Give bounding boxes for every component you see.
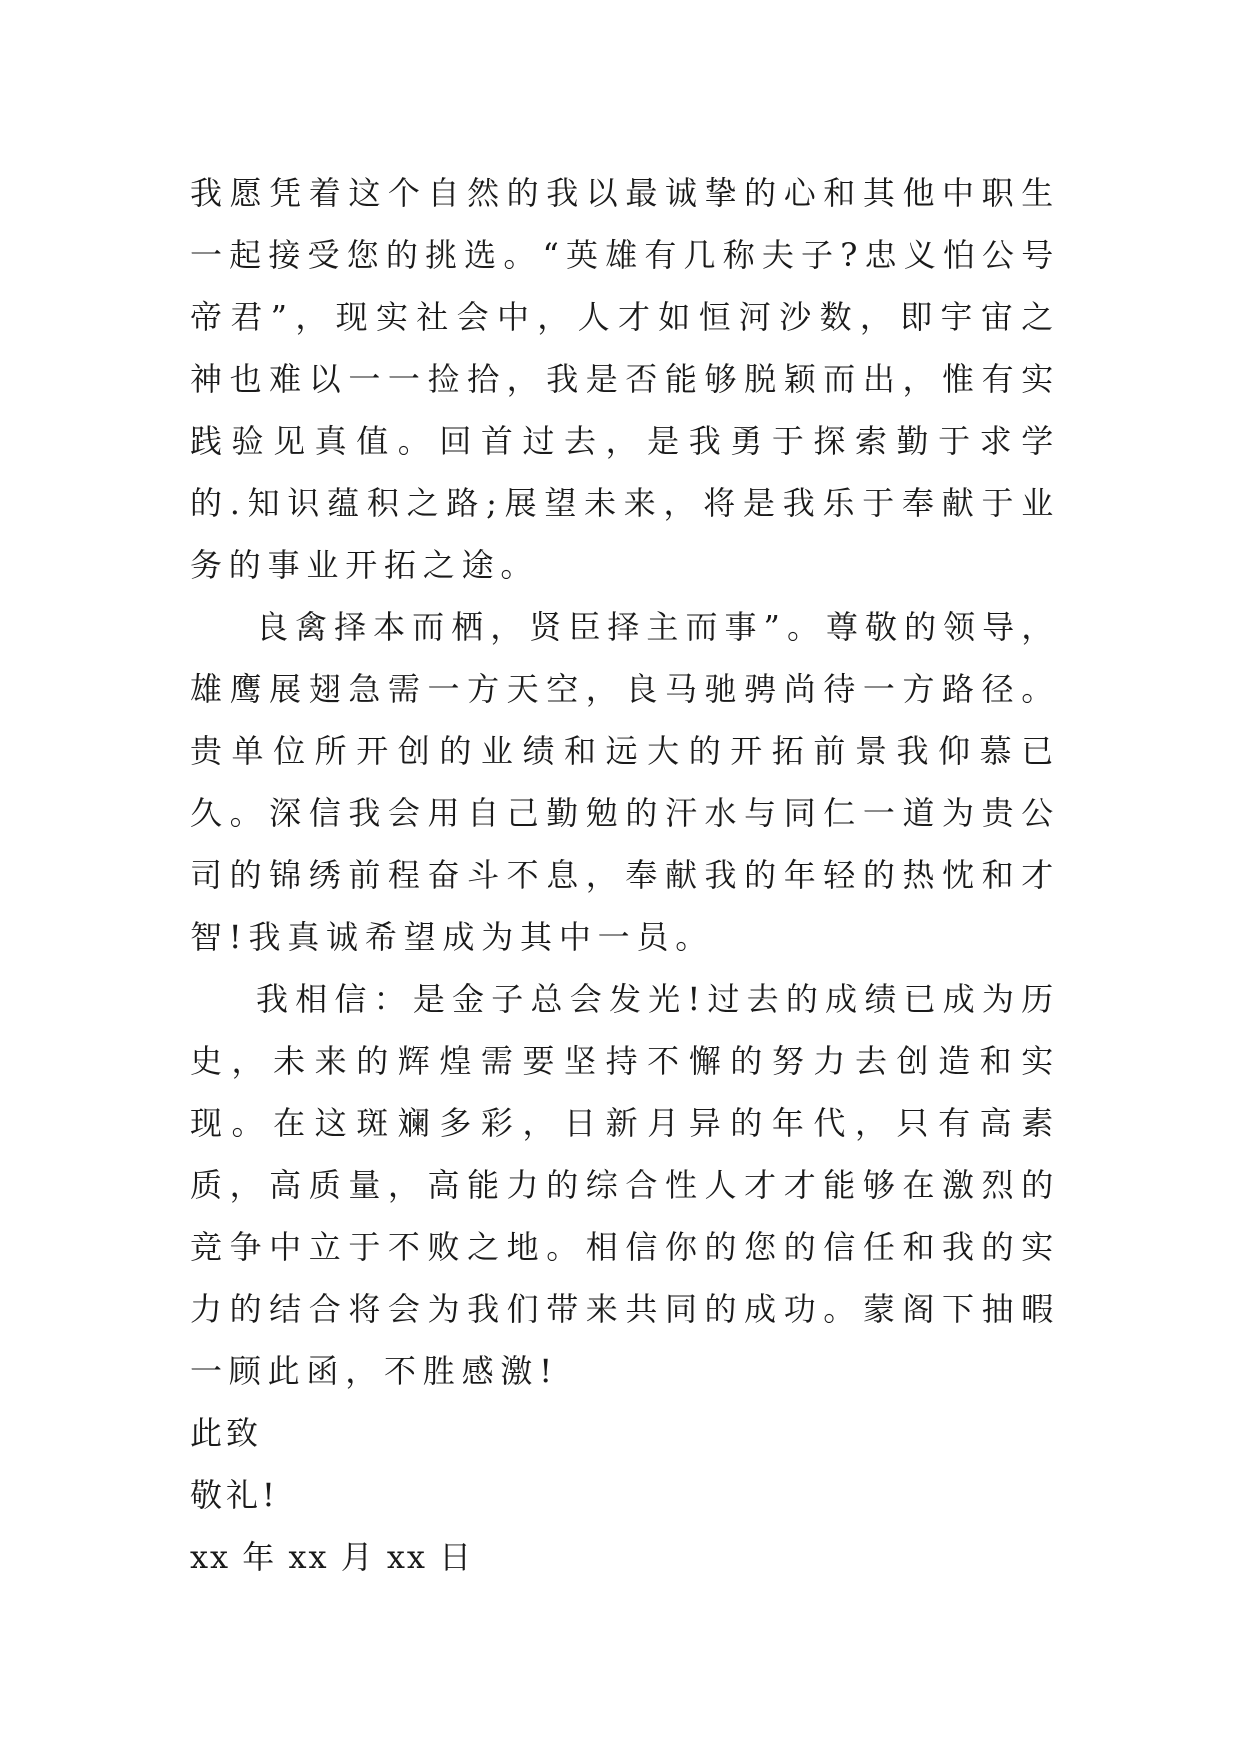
paragraph-1: 我愿凭着这个自然的我以最诚挚的心和其他中职生一起接受您的挑选。“英雄有几称夫子?忠义怕公号帝君”，现实社会中，人才如恒河沙数，即宇宙之神也难以一一捡拾，我是否能够脱颖而出，惟有实践验见真值。回首过去，是我勇于探索勤于求学的.知识蕴积之路;展望未来，将是我乐于奉献于业务的事业开拓之途。 [190,174,1060,584]
letter-body [190,162,1060,1588]
letter-date: xx 年 xx 月 xx 日 [190,1538,474,1576]
paragraph-2: 良禽择本而栖，贤臣择主而事”。尊敬的领导，雄鹰展翅急需一方天空，良马驰骋尚待一方路径。贵单位所开创的业绩和远大的开拓前景我仰慕已久。深信我会用自己勤勉的汗水与同仁一道为贵公司的锦绣前程奋斗不息，奉献我的年轻的热忱和才智!我真诚希望成为其中一员。 [190,608,1060,956]
paragraph-3: 我相信：是金子总会发光!过去的成绩已成为历史，未来的辉煌需要坚持不懈的努力去创造和实现。在这斑斓多彩，日新月异的年代，只有高素质，高质量，高能力的综合性人才才能够在激烈的竞争中立于不败之地。相信你的您的信任和我的实力的结合将会为我们带来共同的成功。蒙阁下抽暇一顾此函，不胜感激! [190,980,1060,1390]
closing-salutation: 此致 [190,1414,263,1452]
closing-regards: 敬礼! [190,1476,279,1514]
